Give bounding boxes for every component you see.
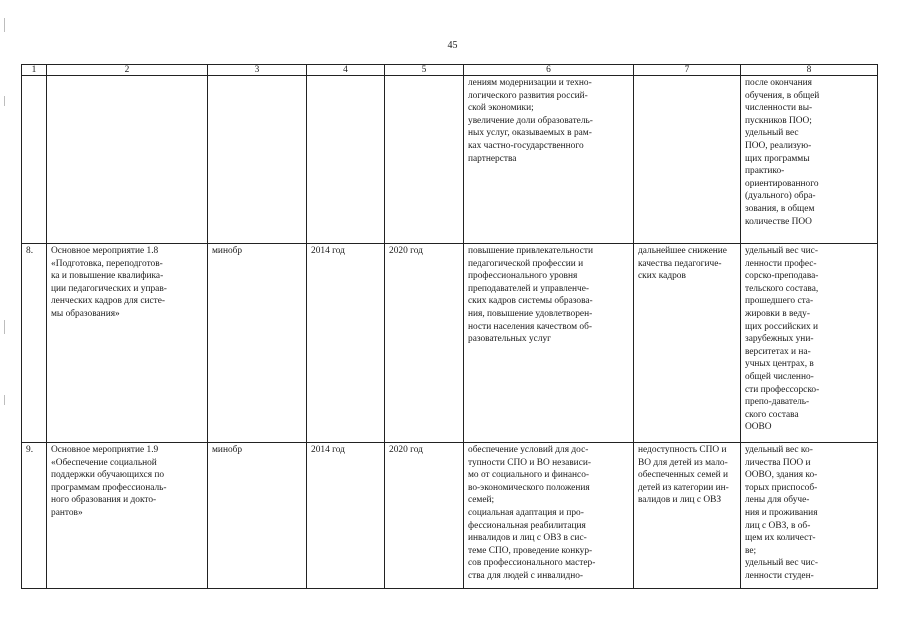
indicators-cell [741,244,878,443]
end-year-cell [385,244,464,443]
indicators-cell [741,443,878,589]
row-number-cell [22,443,47,589]
indicators-cell [741,76,878,244]
start-year-cell [307,76,385,244]
header-cell: 2 [47,65,208,76]
consequences-cell [634,76,741,244]
start-year-text: 2014 год [311,246,345,256]
expected-result-cell [464,244,634,443]
consequences-text: дальнейшее снижение качества педагогиче- ских кадров [638,246,727,282]
end-year-cell [385,76,464,244]
scan-margin-mark [4,320,5,334]
consequences-cell [634,244,741,443]
executor-cell [208,244,307,443]
executor-cell [208,443,307,589]
page-number: 45 [447,40,458,51]
program-measures-table [21,64,878,589]
consequences-cell [634,443,741,589]
expected-result-text: лениям модернизации и техно- логического развития россий- ской экономики; увеличение доли образователь- ных услуг, оказываемых в рам- ках частно-государственного партнерства [468,78,593,164]
measure-text: Основное мероприятие 1.9 «Обеспечение социальной поддержки обучающихся по программам профессиональ- ного образования и докто- рантов» [51,445,167,518]
expected-result-cell [464,443,634,589]
row-number: 9. [26,445,34,455]
row-number-cell [22,244,47,443]
header-cell: 8 [741,65,878,76]
executor-text: минобр [212,246,243,256]
indicators-text: после окончания обучения, в общей численности вы- пускников ПОО; удельный вес ПОО, реализую- щих программы практико- ориентированного (дуального) обра- зования, в общем количестве ПОО [745,78,820,227]
header-cell: 6 [464,65,634,76]
scan-margin-mark [4,395,5,405]
table-row [22,443,878,589]
expected-result-text: повышение привлекательности педагогической профессии и профессионального уровня преподавателей и управленче- ских кадров системы образова- ния, повышение удовлетворен- ности населения качеством об- разовательных услуг [468,246,593,345]
measure-cell [47,244,208,443]
row-number: 8. [26,246,34,256]
scan-margin-mark [4,96,5,106]
table-row [22,76,878,244]
start-year-cell [307,244,385,443]
header-cell: 4 [307,65,385,76]
expected-result-text: обеспечение условий для дос- тупности СПО и ВО независи- мо от социального и финансо- во-экономического положения семей; социальная адаптация и про- фессиональная реабилитация инвалидов и лиц с ОВЗ в сис- теме СПО, проведение конкур- сов профессионального мастер- ства для людей с инвалидно- [468,445,596,581]
header-cell: 1 [22,65,47,76]
header-cell: 7 [634,65,741,76]
end-year-text: 2020 год [389,246,423,256]
row-number-cell [22,76,47,244]
executor-cell [208,76,307,244]
consequences-text: недоступность СПО и ВО для детей из мало- обеспеченных семей и детей из категории ин- валидов и лиц с ОВЗ [638,445,729,506]
table-header-row [22,65,878,76]
start-year-cell [307,443,385,589]
expected-result-cell [464,76,634,244]
table-row [22,244,878,443]
indicators-text: удельный вес ко- личества ПОО и ООВО, здания ко- торых приспособ- лены для обуче- ния и проживания лиц с ОВЗ, в об- щем их количест- ве; удельный вес чис- ленности студен- [745,445,818,581]
executor-text: минобр [212,445,243,455]
indicators-text: удельный вес чис- ленности профес- сорско-преподава- тельского состава, прошедшего ста- жировки в веду- щих российских и зарубежных уни- верситетах и на- учных центрах, в общей численно- сти профессорско- препо-даватель- ского состава ООВО [745,246,820,433]
measure-cell [47,76,208,244]
end-year-text: 2020 год [389,445,423,455]
measure-text: Основное мероприятие 1.8 «Подготовка, переподготов- ка и повышение квалифика- ции педагогических и управ- ленческих кадров для систе- мы образования» [51,246,167,319]
end-year-cell [385,443,464,589]
header-cell: 5 [385,65,464,76]
scan-margin-mark [4,18,5,32]
start-year-text: 2014 год [311,445,345,455]
header-cell: 3 [208,65,307,76]
measure-cell [47,443,208,589]
